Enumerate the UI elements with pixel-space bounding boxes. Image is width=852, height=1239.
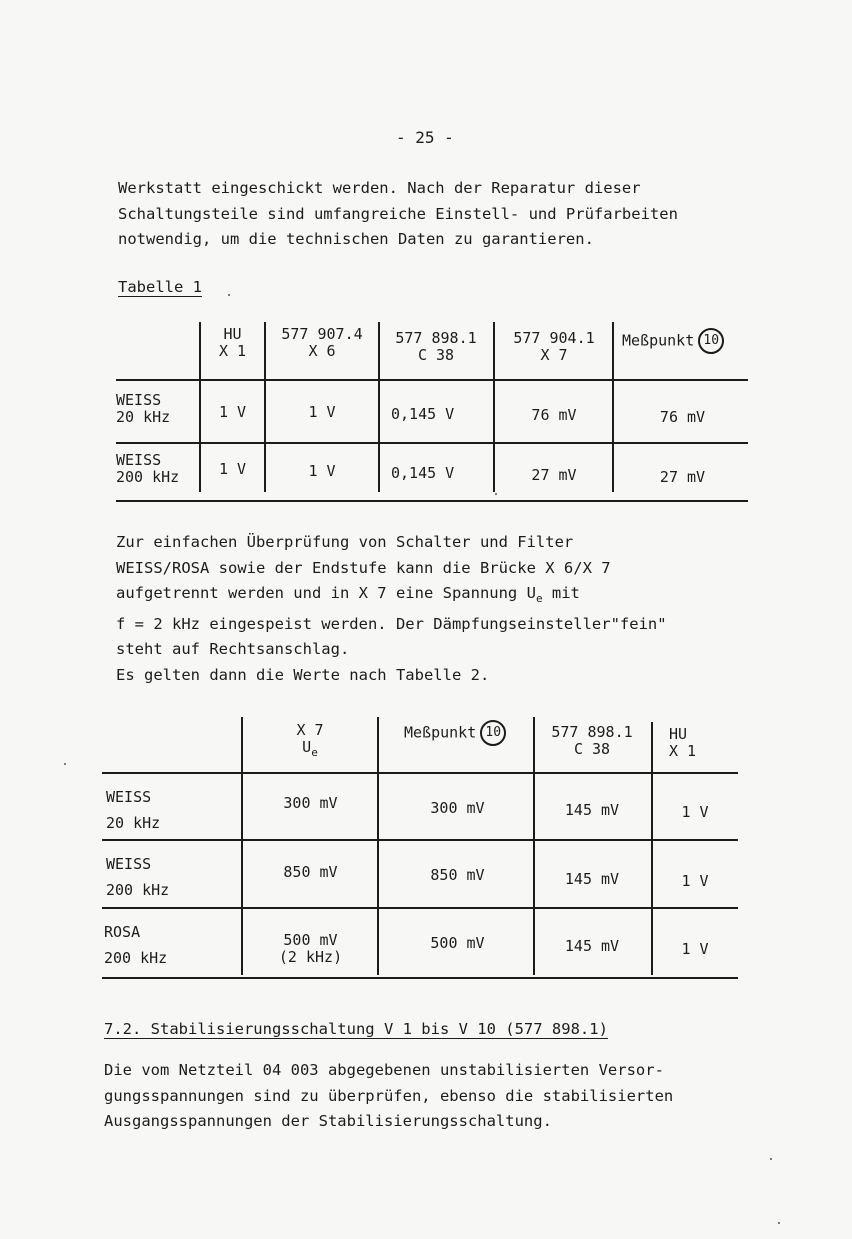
measurement-point-circle: 10 [698,328,724,354]
table-cell: 500 mV [430,934,485,952]
header-line: Meßpunkt [404,723,477,742]
middle-line-4: f = 2 kHz eingespeist werden. Der Dämpfungseinsteller"fein" [116,614,667,633]
table-cell: 850 mV [283,863,338,881]
table-cell: 850 mV [430,866,485,884]
header-line: X 6 [308,342,336,360]
table-cell: 76 mV [659,408,706,426]
table1-row-label [116,452,179,486]
table-cell: 145 mV [564,870,620,888]
section-line-3: Ausgangsspannungen der Stabilisierungsschaltung. [104,1112,552,1130]
table2-header-messpunkt [404,720,506,746]
table1-caption: Tabelle 1 [118,278,202,296]
table2-header [280,722,340,761]
table-cell: 27 mV [659,468,706,486]
row-label-line: 200 kHz [116,468,180,486]
row-label-line: ROSA [104,923,141,941]
table-cell: 1 V [681,940,709,958]
middle-line-5: steht auf Rechtsanschlag. [116,640,350,658]
table-cell: 1 V [308,403,336,421]
table-cell: 145 mV [564,801,620,819]
intro-line-1: Werkstatt eingeschickt werden. Nach der Reparatur dieser [118,179,641,197]
table2-header [669,726,696,760]
middle-line-6: Es gelten dann die Werte nach Tabelle 2. [116,665,490,684]
table-cell: 0,145 V [391,464,455,482]
table1-hline [116,379,748,381]
subscript: e [535,592,543,605]
header-line: 577 907.4 [281,325,363,343]
table2-row-label [106,851,169,903]
table2-hline [102,839,738,841]
table2-header [538,724,646,758]
table-cell: 1 V [681,872,709,890]
header-line: X 1 [669,742,697,760]
scan-speck [778,1222,780,1224]
middle-line-1: Zur einfachen Überprüfung von Schalter und Filter [116,533,574,551]
table-cell [248,932,373,966]
row-label-line: WEISS [116,391,162,409]
table-cell: 27 mV [531,466,577,484]
text-part: aufgetrennt werden und in X 7 eine Spannung U [116,584,536,602]
header-line: 577 904.1 [513,329,595,347]
intro-paragraph [118,176,678,253]
row-label-line: 20 kHz [106,814,161,832]
table1-header [205,326,260,360]
header-line: X 7 [540,346,568,364]
row-label-line: 200 kHz [106,881,170,899]
middle-paragraph [116,530,667,688]
middle-line-2: WEISS/ROSA sowie der Endstufe kann die Brücke X 6/X 7 [116,558,611,577]
scan-speck [64,763,66,765]
header-line: X 1 [218,342,247,360]
table1-vline [612,322,614,492]
intro-line-2: Schaltungsteile sind umfangreiche Einstell- und Prüfarbeiten [118,204,678,223]
row-label-line: WEISS [116,451,162,469]
table1-hline [116,442,748,444]
table2-hline [102,772,738,774]
table-cell: 1 V [218,403,247,421]
table-cell: 1 V [218,460,247,478]
table2-vline [533,717,535,975]
header-line: C 38 [573,740,611,758]
table-cell: 1 V [681,803,709,821]
header-line [280,739,340,761]
section-line-2: gungsspannungen sind zu überprüfen, ebenso die stabilisierten [104,1086,674,1105]
measurement-point-circle: 10 [480,720,506,746]
table-cell: 145 mV [564,937,620,955]
header-line: Meßpunkt [622,331,695,350]
section-line-1: Die vom Netzteil 04 003 abgegebenen unstabilisierten Versor- [104,1061,664,1079]
table2-row-label [106,784,160,836]
table1-vline [493,322,495,492]
scan-speck [770,1158,772,1160]
row-label-line: 20 kHz [116,408,171,426]
scan-speck [228,294,230,296]
table2-row-label [104,919,167,971]
table2-vline [377,717,379,975]
header-line: HU [669,725,688,743]
table2-hline [102,977,738,979]
table2-vline [241,717,243,975]
subscript: e [311,746,318,759]
cell-line: (2 kHz) [278,948,343,966]
table2-vline [651,722,653,975]
header-line: 577 898.1 [395,329,477,347]
table1-header-messpunkt [622,328,724,354]
header-line: 577 898.1 [551,723,633,741]
table-cell: 1 V [308,462,336,480]
text-part: mit [542,584,580,602]
page-number: - 25 - [396,128,454,147]
scan-speck [495,493,497,495]
table1-vline [378,322,380,492]
header-line: X 7 [296,721,324,739]
table1-row-label [116,392,170,426]
table2-hline [102,907,738,909]
table1-header [500,330,608,364]
row-label-line: WEISS [106,788,152,806]
cell-line: 500 mV [283,931,338,949]
header-line: C 38 [417,346,455,364]
table1-hline [116,500,748,502]
middle-line-3 [116,584,580,605]
table-cell: 300 mV [283,794,338,812]
intro-line-3: notwendig, um die technischen Daten zu garantieren. [118,230,594,248]
table-cell: 300 mV [430,799,485,817]
table1-vline [199,322,201,492]
row-label-line: WEISS [106,855,152,873]
table-cell: 0,145 V [391,405,455,423]
table-cell: 76 mV [531,406,577,424]
table1-header [383,330,489,364]
table1-vline [264,322,266,492]
section-paragraph [104,1058,673,1135]
table1-header [268,326,376,360]
row-label-line: 200 kHz [104,949,168,967]
section-heading: 7.2. Stabilisierungsschaltung V 1 bis V 10 (577 898.1) [104,1020,608,1038]
header-line: HU [223,325,242,343]
text-part: U [302,738,312,756]
